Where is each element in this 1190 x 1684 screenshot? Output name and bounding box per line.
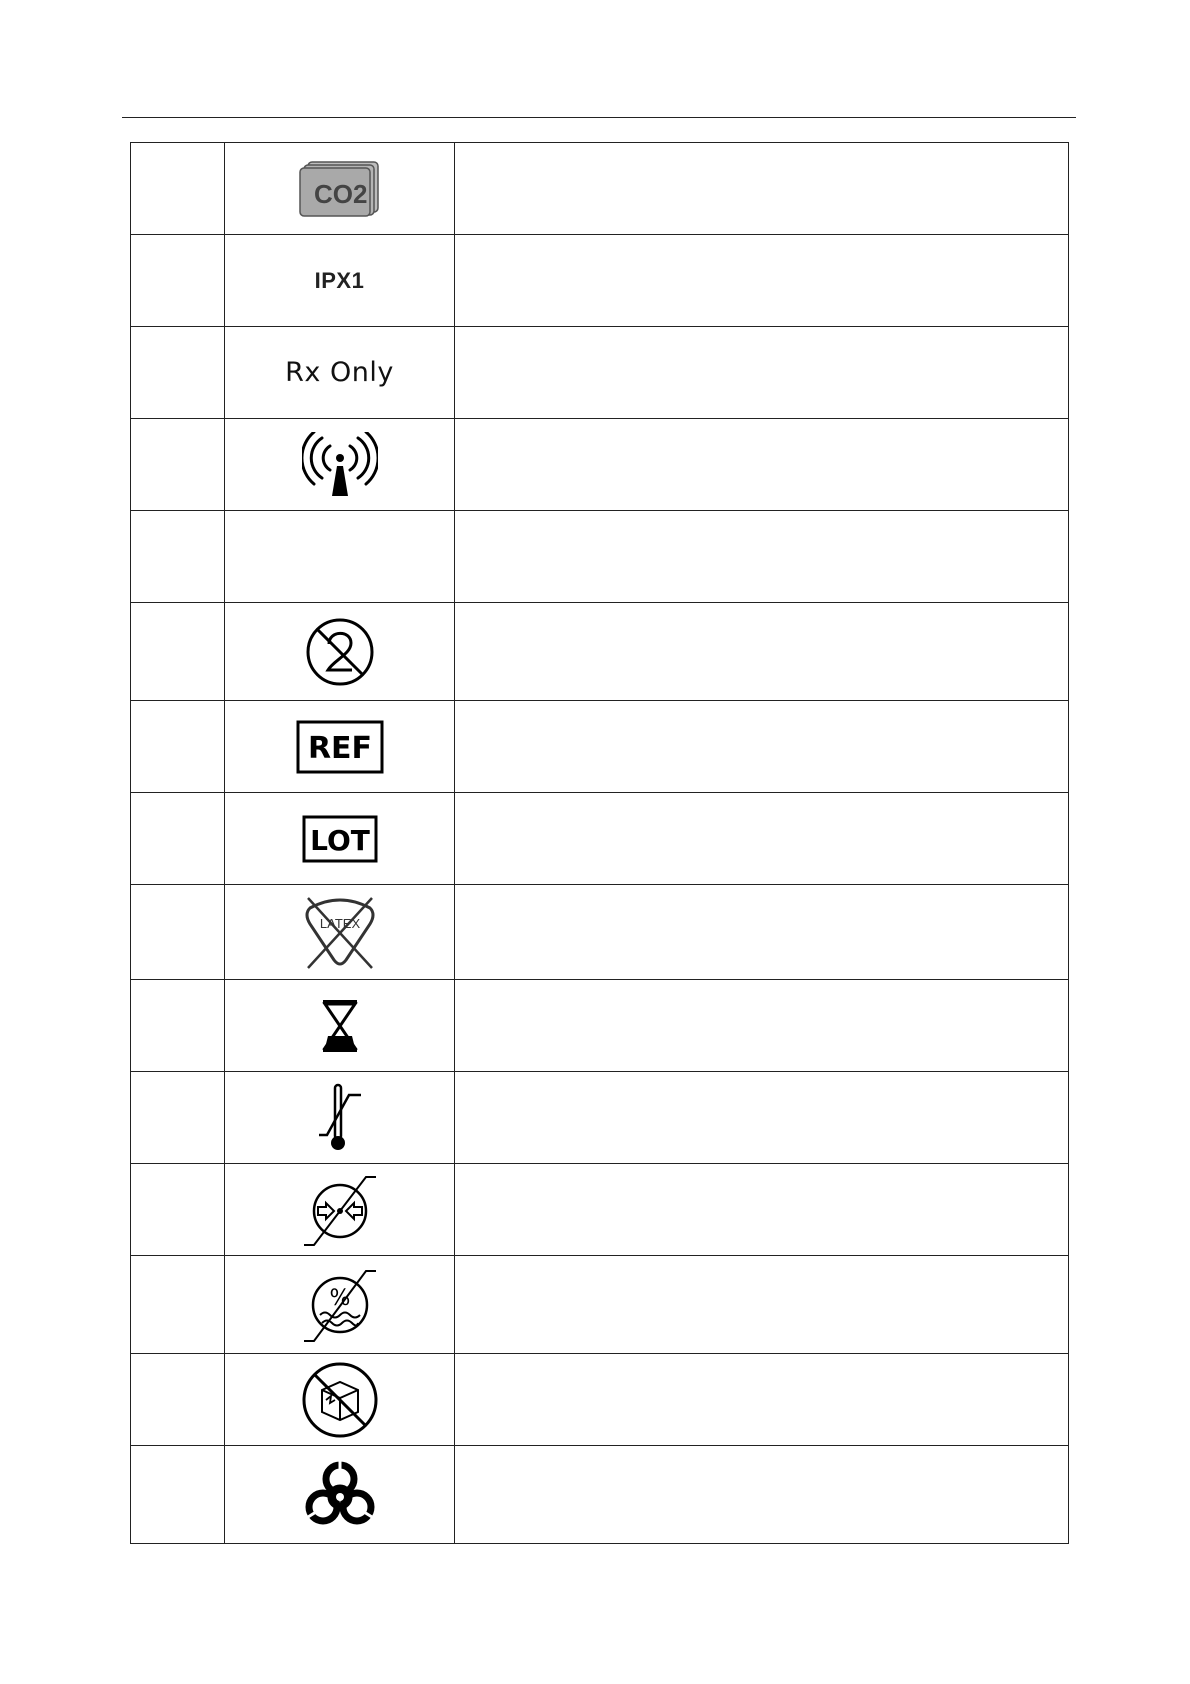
symbol-cell	[225, 1354, 455, 1446]
symbol-description-cell	[455, 235, 1069, 327]
table-row	[131, 1072, 1069, 1164]
symbol-cell	[225, 143, 455, 235]
symbol-number-cell	[131, 1446, 225, 1544]
symbol-number-cell	[131, 1256, 225, 1354]
table-row	[131, 143, 1069, 235]
table-row	[131, 235, 1069, 327]
symbol-description-cell	[455, 980, 1069, 1072]
table-row	[131, 1354, 1069, 1446]
symbol-description-cell	[455, 1256, 1069, 1354]
biohazard-icon	[300, 1457, 380, 1533]
symbol-cell	[225, 419, 455, 511]
table-row	[131, 980, 1069, 1072]
latex-free-icon	[300, 894, 380, 970]
symbol-number-cell	[131, 143, 225, 235]
symbol-description-cell	[455, 1354, 1069, 1446]
symbol-cell	[225, 793, 455, 885]
temperature-limit-icon	[315, 1083, 365, 1153]
symbol-cell	[225, 327, 455, 419]
use-by-date-icon	[320, 998, 360, 1054]
symbol-description-cell	[455, 701, 1069, 793]
symbol-description-cell	[455, 793, 1069, 885]
symbol-description-cell	[455, 1164, 1069, 1256]
symbol-cell	[225, 980, 455, 1072]
symbol-number-cell	[131, 327, 225, 419]
symbol-cell	[225, 1164, 455, 1256]
svg-text:REF: REF	[307, 730, 372, 766]
table-row	[131, 701, 1069, 793]
symbol-cell	[225, 235, 455, 327]
symbol-cell	[225, 885, 455, 980]
table-row	[131, 603, 1069, 701]
symbol-description-cell	[455, 511, 1069, 603]
symbol-number-cell	[131, 701, 225, 793]
svg-text:LOT: LOT	[309, 823, 370, 857]
symbol-number-cell	[131, 1164, 225, 1256]
symbol-cell	[225, 1072, 455, 1164]
svg-text:LATEX: LATEX	[319, 916, 360, 931]
table-row	[131, 885, 1069, 980]
rx-only-label: Rx Only	[285, 357, 394, 388]
symbol-number-cell	[131, 1354, 225, 1446]
symbol-description-cell	[455, 143, 1069, 235]
lot-batch-code-icon	[302, 815, 378, 863]
table-row	[131, 327, 1069, 419]
symbol-number-cell	[131, 511, 225, 603]
symbols-table	[130, 142, 1069, 1544]
svg-text:%: %	[329, 1285, 350, 1311]
symbol-description-cell	[455, 419, 1069, 511]
table-row	[131, 1446, 1069, 1544]
svg-text:CO2: CO2	[313, 178, 367, 209]
co2-module-icon	[298, 160, 382, 218]
symbol-number-cell	[131, 235, 225, 327]
symbol-description-cell	[455, 1072, 1069, 1164]
symbol-cell	[225, 603, 455, 701]
symbol-number-cell	[131, 885, 225, 980]
table-row	[131, 793, 1069, 885]
header-rule	[122, 117, 1076, 118]
symbol-description-cell	[455, 327, 1069, 419]
table-row	[131, 1256, 1069, 1354]
symbol-number-cell	[131, 793, 225, 885]
table-row	[131, 1164, 1069, 1256]
symbol-number-cell	[131, 603, 225, 701]
table-row	[131, 419, 1069, 511]
ipx1-label: IPX1	[314, 267, 365, 293]
symbol-description-cell	[455, 1446, 1069, 1544]
symbol-cell	[225, 1256, 455, 1354]
symbol-cell	[225, 1446, 455, 1544]
symbol-number-cell	[131, 980, 225, 1072]
ref-catalogue-number-icon	[296, 720, 384, 774]
symbol-number-cell	[131, 1072, 225, 1164]
symbol-number-cell	[131, 419, 225, 511]
non-ionizing-radiation-icon	[302, 432, 378, 498]
symbol-description-cell	[455, 885, 1069, 980]
do-not-use-if-package-damaged-icon	[300, 1360, 380, 1440]
table-row	[131, 511, 1069, 603]
symbol-cell	[225, 701, 455, 793]
symbol-cell	[225, 511, 455, 603]
symbol-description-cell	[455, 603, 1069, 701]
do-not-reuse-icon	[304, 616, 376, 688]
atmospheric-pressure-limit-icon	[300, 1171, 380, 1249]
humidity-limit-icon	[300, 1265, 380, 1345]
